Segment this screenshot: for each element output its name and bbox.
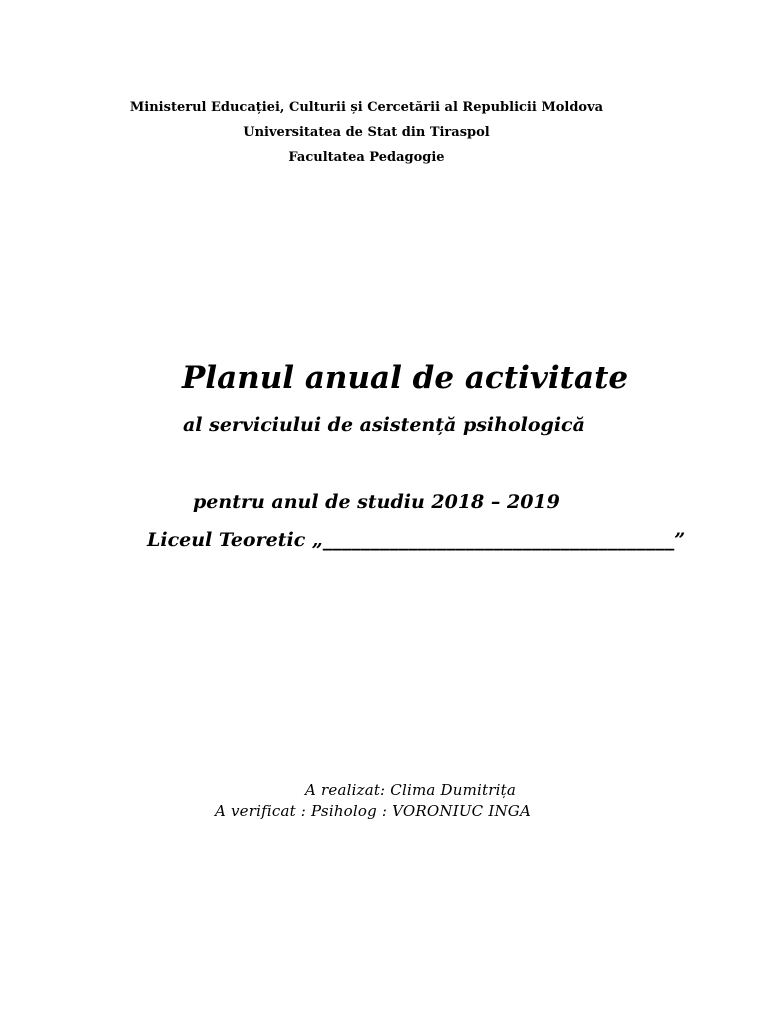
document-subtitle: al serviciului de asistență psihologică [183,414,585,436]
verifier-credit: A verificat : Psiholog : VORONIUC INGA [215,802,531,820]
faculty-name: Facultatea Pedagogie [288,150,445,165]
academic-year-line: pentru anul de studiu 2018 – 2019 [193,491,560,513]
school-line: Liceul Teoretic „_____________________________________” [147,529,686,551]
ministry-name: Ministerul Educației, Culturii și Cercetării al Republicii Moldova [129,100,604,115]
university-name: Universitatea de Stat din Tiraspol [243,125,490,140]
author-credit: A realizat: Clima Dumitrița [305,781,516,799]
document-title: Planul anual de activitate [182,360,629,396]
